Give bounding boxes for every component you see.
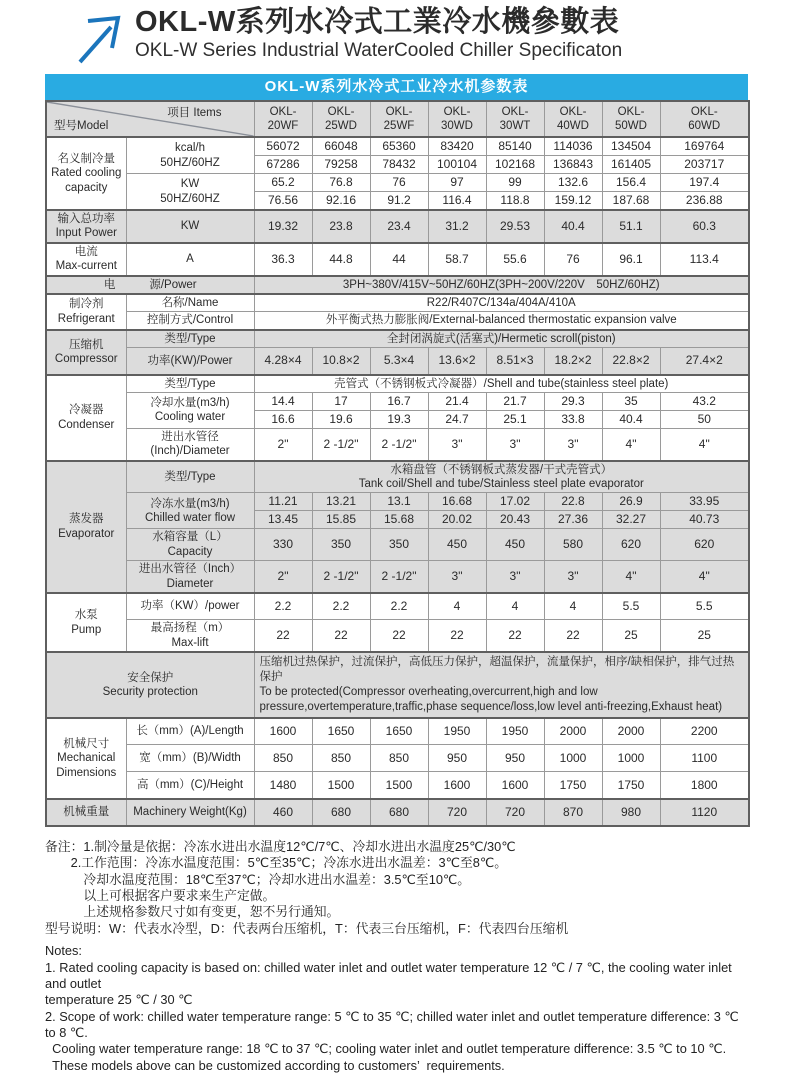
table-banner: OKL-W系列水冷式工业冷水机参数表 <box>45 74 748 100</box>
value-cell: 13.6×2 <box>428 348 486 375</box>
value-cell: 2 -1/2" <box>312 561 370 593</box>
value-cell: 620 <box>660 529 749 561</box>
value-cell: 1650 <box>312 718 370 745</box>
value-cell: 950 <box>486 745 544 772</box>
value-cell: 4 <box>486 593 544 620</box>
note-line: 以上可根据客户要求来生产定做。 <box>45 888 276 903</box>
value-cell: 450 <box>486 529 544 561</box>
item-cell: 控制方式/Control <box>126 312 254 330</box>
merged-label-security-protection: 安全保护 Security protection <box>46 652 254 718</box>
span-value-cell: R22/R407C/134a/404A/410A <box>254 294 749 312</box>
value-cell: 4" <box>602 428 660 460</box>
table-row-pump <box>46 620 749 652</box>
value-cell: 450 <box>428 529 486 561</box>
model-header: OKL- 20WF <box>254 101 312 137</box>
table-row-evaporator <box>46 461 749 493</box>
table-row-evaporator <box>46 561 749 593</box>
value-cell: 19.32 <box>254 210 312 243</box>
value-cell: 16.6 <box>254 410 312 428</box>
value-cell: 3" <box>428 428 486 460</box>
value-cell: 79258 <box>312 156 370 174</box>
value-cell: 27.36 <box>544 511 602 529</box>
value-cell: 1750 <box>544 772 602 799</box>
table-row-condenser <box>46 392 749 410</box>
value-cell: 58.7 <box>428 243 486 276</box>
value-cell: 1750 <box>602 772 660 799</box>
note-line: temperature 25 ℃ / 30 ℃ <box>45 992 193 1008</box>
value-cell: 31.2 <box>428 210 486 243</box>
value-cell: 680 <box>312 799 370 826</box>
span-value-cell: 压缩机过热保护，过流保护，高低压力保护，超温保护，流量保护，相序/缺相保护，排气过热保护 To be protected(Compressor overheating,overcurrent,high and low pressure,overtemperature,traffic,phase sequence/loss,low level anti-freezing,Exhaust heat) <box>254 652 749 718</box>
value-cell: 350 <box>312 529 370 561</box>
value-cell: 3" <box>544 428 602 460</box>
value-cell: 20.02 <box>428 511 486 529</box>
table-row-power-source <box>46 276 749 294</box>
value-cell: 2000 <box>544 718 602 745</box>
category-cell-machinery-weight: 机械重量 <box>46 799 126 826</box>
value-cell: 66048 <box>312 137 370 156</box>
value-cell: 850 <box>254 745 312 772</box>
value-cell: 850 <box>312 745 370 772</box>
table-row-refrigerant <box>46 294 749 312</box>
value-cell: 5.5 <box>602 593 660 620</box>
title-block <box>73 6 748 64</box>
value-cell: 85140 <box>486 137 544 156</box>
value-cell: 2.2 <box>312 593 370 620</box>
span-value-cell: 壳管式（不锈钢板式冷凝器）/Shell and tube(stainless steel plate) <box>254 375 749 393</box>
value-cell: 33.8 <box>544 410 602 428</box>
value-cell: 1600 <box>428 772 486 799</box>
value-cell: 1500 <box>312 772 370 799</box>
model-header: OKL- 30WT <box>486 101 544 137</box>
value-cell: 22 <box>428 620 486 652</box>
category-cell-rated-cooling-capacity: 名义制冷量 Rated cooling capacity <box>46 137 126 210</box>
value-cell: 29.53 <box>486 210 544 243</box>
value-cell: 83420 <box>428 137 486 156</box>
value-cell: 22 <box>544 620 602 652</box>
value-cell: 2000 <box>602 718 660 745</box>
corner-items-label: 项目 Items <box>167 107 222 119</box>
value-cell: 1950 <box>486 718 544 745</box>
value-cell: 118.8 <box>486 192 544 211</box>
value-cell: 187.68 <box>602 192 660 211</box>
value-cell: 680 <box>370 799 428 826</box>
table-row-machinery-weight <box>46 799 749 826</box>
spec-table <box>45 100 750 827</box>
table-row-mechanical-dimensions <box>46 718 749 745</box>
model-header: OKL- 25WD <box>312 101 370 137</box>
note-line: 上述规格参数尺寸如有变更，恕不另行通知。 <box>45 904 340 920</box>
value-cell: 55.6 <box>486 243 544 276</box>
value-cell: 32.27 <box>602 511 660 529</box>
value-cell: 40.4 <box>544 210 602 243</box>
model-header: OKL- 30WD <box>428 101 486 137</box>
value-cell: 22.8 <box>544 493 602 511</box>
item-cell: KW <box>126 210 254 243</box>
value-cell: 36.3 <box>254 243 312 276</box>
value-cell: 40.4 <box>602 410 660 428</box>
notes-chinese <box>45 839 748 937</box>
value-cell: 1100 <box>660 745 749 772</box>
table-row-compressor <box>46 330 749 348</box>
value-cell: 44 <box>370 243 428 276</box>
value-cell: 4" <box>660 428 749 460</box>
value-cell: 1000 <box>602 745 660 772</box>
item-cell: 名称/Name <box>126 294 254 312</box>
value-cell: 25.1 <box>486 410 544 428</box>
item-cell: 功率（KW）/power <box>126 593 254 620</box>
value-cell: 17 <box>312 392 370 410</box>
value-cell: 22 <box>254 620 312 652</box>
value-cell: 67286 <box>254 156 312 174</box>
merged-label-spread: 电 源/Power <box>103 278 197 291</box>
table-row-evaporator <box>46 493 749 511</box>
value-cell: 350 <box>370 529 428 561</box>
table-row-rated-cooling-capacity <box>46 137 749 156</box>
table-row-max-current <box>46 243 749 276</box>
value-cell: 11.21 <box>254 493 312 511</box>
value-cell: 100104 <box>428 156 486 174</box>
value-cell: 2 -1/2" <box>312 428 370 460</box>
span-value-cell: 3PH~380V/415V~50HZ/60HZ(3PH~200V/220V 50HZ/60HZ) <box>254 276 749 294</box>
value-cell: 76 <box>370 174 428 192</box>
item-cell: 长（mm）(A)/Length <box>126 718 254 745</box>
value-cell: 980 <box>602 799 660 826</box>
item-cell: 冷却水量(m3/h) Cooling water <box>126 392 254 428</box>
value-cell: 1800 <box>660 772 749 799</box>
value-cell: 19.3 <box>370 410 428 428</box>
value-cell: 1650 <box>370 718 428 745</box>
value-cell: 16.68 <box>428 493 486 511</box>
value-cell: 56072 <box>254 137 312 156</box>
merged-label-power-source <box>46 276 254 294</box>
value-cell: 22 <box>486 620 544 652</box>
value-cell: 3" <box>486 428 544 460</box>
note-line: Cooling water temperature range: 18 ℃ to 37 ℃; cooling water inlet and outlet temperature difference: 3.5 ℃ to 10 ℃. <box>45 1041 727 1057</box>
value-cell: 2.2 <box>254 593 312 620</box>
table-row-rated-cooling-capacity <box>46 174 749 192</box>
value-cell: 2.2 <box>370 593 428 620</box>
table-row-compressor <box>46 348 749 375</box>
value-cell: 44.8 <box>312 243 370 276</box>
value-cell: 14.4 <box>254 392 312 410</box>
value-cell: 4" <box>660 561 749 593</box>
page-title-zh: OKL-W系列水冷式工業冷水機參數表 <box>135 6 620 38</box>
value-cell: 2200 <box>660 718 749 745</box>
item-cell: 水箱容量（L） Capacity <box>126 529 254 561</box>
value-cell: 330 <box>254 529 312 561</box>
value-cell: 25 <box>602 620 660 652</box>
value-cell: 116.4 <box>428 192 486 211</box>
item-cell: A <box>126 243 254 276</box>
value-cell: 19.6 <box>312 410 370 428</box>
value-cell: 870 <box>544 799 602 826</box>
value-cell: 1120 <box>660 799 749 826</box>
value-cell: 3" <box>486 561 544 593</box>
value-cell: 20.43 <box>486 511 544 529</box>
item-cell: 类型/Type <box>126 375 254 393</box>
value-cell: 5.3×4 <box>370 348 428 375</box>
category-cell-input-power: 输入总功率 Input Power <box>46 210 126 243</box>
span-value-cell: 水箱盘管（不锈钢板式蒸发器/干式壳管式） Tank coil/Shell and tube/Stainless steel plate evaporator <box>254 461 749 493</box>
value-cell: 1000 <box>544 745 602 772</box>
item-cell: 宽（mm）(B)/Width <box>126 745 254 772</box>
value-cell: 50 <box>660 410 749 428</box>
value-cell: 3" <box>428 561 486 593</box>
model-header: OKL- 40WD <box>544 101 602 137</box>
item-cell: Machinery Weight(Kg) <box>126 799 254 826</box>
value-cell: 27.4×2 <box>660 348 749 375</box>
value-cell: 1950 <box>428 718 486 745</box>
item-cell: 进出水管径（Inch） Diameter <box>126 561 254 593</box>
page-title-en: OKL-W Series Industrial WaterCooled Chiller Specificaton <box>135 40 623 62</box>
model-header-row <box>46 101 749 137</box>
value-cell: 720 <box>486 799 544 826</box>
model-header: OKL- 60WD <box>660 101 749 137</box>
model-header: OKL- 25WF <box>370 101 428 137</box>
value-cell: 43.2 <box>660 392 749 410</box>
value-cell: 5.5 <box>660 593 749 620</box>
item-cell: kcal/h 50HZ/60HZ <box>126 137 254 174</box>
value-cell: 850 <box>370 745 428 772</box>
category-cell-refrigerant: 制冷剂 Refrigerant <box>46 294 126 330</box>
value-cell: 65360 <box>370 137 428 156</box>
value-cell: 76.56 <box>254 192 312 211</box>
value-cell: 99 <box>486 174 544 192</box>
value-cell: 33.95 <box>660 493 749 511</box>
value-cell: 720 <box>428 799 486 826</box>
value-cell: 15.85 <box>312 511 370 529</box>
value-cell: 236.88 <box>660 192 749 211</box>
value-cell: 3" <box>544 561 602 593</box>
item-cell: 类型/Type <box>126 461 254 493</box>
category-cell-compressor: 压缩机 Compressor <box>46 330 126 375</box>
value-cell: 29.3 <box>544 392 602 410</box>
value-cell: 8.51×3 <box>486 348 544 375</box>
value-cell: 13.21 <box>312 493 370 511</box>
table-row-mechanical-dimensions <box>46 772 749 799</box>
corner-model-label: 型号Model <box>54 119 109 132</box>
value-cell: 114036 <box>544 137 602 156</box>
value-cell: 18.2×2 <box>544 348 602 375</box>
value-cell: 159.12 <box>544 192 602 211</box>
value-cell: 13.1 <box>370 493 428 511</box>
item-cell: 最高扬程（m） Max-lift <box>126 620 254 652</box>
titles <box>135 6 622 62</box>
category-cell-condenser: 冷凝器 Condenser <box>46 375 126 461</box>
note-line: 2.工作范围：冷冻水温度范围：5℃至35℃；冷冻水进出水温差：3℃至8℃。 <box>45 855 508 871</box>
value-cell: 76.8 <box>312 174 370 192</box>
value-cell: 65.2 <box>254 174 312 192</box>
value-cell: 2 -1/2" <box>370 561 428 593</box>
value-cell: 132.6 <box>544 174 602 192</box>
item-cell: 冷冻水量(m3/h) Chilled water flow <box>126 493 254 529</box>
value-cell: 23.4 <box>370 210 428 243</box>
value-cell: 22.8×2 <box>602 348 660 375</box>
table-row-pump <box>46 593 749 620</box>
value-cell: 35 <box>602 392 660 410</box>
table-row-input-power <box>46 210 749 243</box>
note-line: 冷却水温度范围：18℃至37℃；冷却水进出水温差：3.5℃至10℃。 <box>45 871 471 887</box>
note-line: 2. Scope of work: chilled water temperature range: 5 ℃ to 35 ℃; chilled water inlet and outlet temperature difference: 3 ℃ to 8 ℃. <box>45 1008 743 1040</box>
brand-arrow-icon <box>73 8 125 64</box>
value-cell: 950 <box>428 745 486 772</box>
value-cell: 1600 <box>486 772 544 799</box>
value-cell: 460 <box>254 799 312 826</box>
value-cell: 22 <box>312 620 370 652</box>
note-line: 1. Rated cooling capacity is based on: chilled water inlet and outlet water temperature 12 ℃ / 7 ℃, the cooling water inlet and outlet <box>45 959 736 991</box>
value-cell: 51.1 <box>602 210 660 243</box>
value-cell: 113.4 <box>660 243 749 276</box>
table-row-security-protection <box>46 652 749 718</box>
note-line: 备注：1.制冷量是依据：冷冻水进出水温度12℃/7℃、冷却水进出水温度25℃/30℃ <box>45 838 516 854</box>
item-cell: 进出水管径 (Inch)/Diameter <box>126 428 254 460</box>
value-cell: 10.8×2 <box>312 348 370 375</box>
value-cell: 1500 <box>370 772 428 799</box>
value-cell: 2" <box>254 561 312 593</box>
item-cell: 类型/Type <box>126 330 254 348</box>
value-cell: 96.1 <box>602 243 660 276</box>
value-cell: 4" <box>602 561 660 593</box>
value-cell: 17.02 <box>486 493 544 511</box>
value-cell: 40.73 <box>660 511 749 529</box>
value-cell: 76 <box>544 243 602 276</box>
category-cell-evaporator: 蒸发器 Evaporator <box>46 461 126 593</box>
note-line: These models above can be customized according to customers’ requirements. <box>45 1057 505 1073</box>
value-cell: 136843 <box>544 156 602 174</box>
value-cell: 24.7 <box>428 410 486 428</box>
value-cell: 620 <box>602 529 660 561</box>
value-cell: 1600 <box>254 718 312 745</box>
value-cell: 78432 <box>370 156 428 174</box>
value-cell: 22 <box>370 620 428 652</box>
item-cell: KW 50HZ/60HZ <box>126 174 254 211</box>
category-cell-max-current: 电流 Max-current <box>46 243 126 276</box>
value-cell: 161405 <box>602 156 660 174</box>
table-row-evaporator <box>46 529 749 561</box>
value-cell: 156.4 <box>602 174 660 192</box>
value-cell: 2 -1/2" <box>370 428 428 460</box>
table-row-condenser <box>46 375 749 393</box>
value-cell: 1480 <box>254 772 312 799</box>
value-cell: 21.4 <box>428 392 486 410</box>
model-header: OKL- 50WD <box>602 101 660 137</box>
value-cell: 580 <box>544 529 602 561</box>
value-cell: 197.4 <box>660 174 749 192</box>
value-cell: 97 <box>428 174 486 192</box>
item-cell: 高（mm）(C)/Height <box>126 772 254 799</box>
table-row-condenser <box>46 428 749 460</box>
corner-cell <box>46 101 254 137</box>
value-cell: 16.7 <box>370 392 428 410</box>
category-cell-pump: 水泵 Pump <box>46 593 126 652</box>
value-cell: 21.7 <box>486 392 544 410</box>
note-line: Notes: <box>45 943 82 959</box>
value-cell: 4 <box>544 593 602 620</box>
category-cell-mechanical-dimensions: 机械尺寸 Mechanical Dimensions <box>46 718 126 799</box>
value-cell: 169764 <box>660 137 749 156</box>
value-cell: 203717 <box>660 156 749 174</box>
span-value-cell: 全封闭涡旋式(活塞式)/Hermetic scroll(piston) <box>254 330 749 348</box>
table-row-refrigerant <box>46 312 749 330</box>
value-cell: 4 <box>428 593 486 620</box>
value-cell: 91.2 <box>370 192 428 211</box>
value-cell: 15.68 <box>370 511 428 529</box>
value-cell: 102168 <box>486 156 544 174</box>
value-cell: 13.45 <box>254 511 312 529</box>
span-value-cell: 外平衡式热力膨胀阀/External-balanced thermostatic expansion valve <box>254 312 749 330</box>
value-cell: 26.9 <box>602 493 660 511</box>
value-cell: 23.8 <box>312 210 370 243</box>
value-cell: 134504 <box>602 137 660 156</box>
table-row-mechanical-dimensions <box>46 745 749 772</box>
value-cell: 2" <box>254 428 312 460</box>
value-cell: 60.3 <box>660 210 749 243</box>
value-cell: 25 <box>660 620 749 652</box>
value-cell: 92.16 <box>312 192 370 211</box>
item-cell: 功率(KW)/Power <box>126 348 254 375</box>
value-cell: 4.28×4 <box>254 348 312 375</box>
note-line: 型号说明：W：代表水冷型，D：代表两台压缩机，T：代表三台压缩机，F：代表四台压缩机 <box>45 920 569 936</box>
